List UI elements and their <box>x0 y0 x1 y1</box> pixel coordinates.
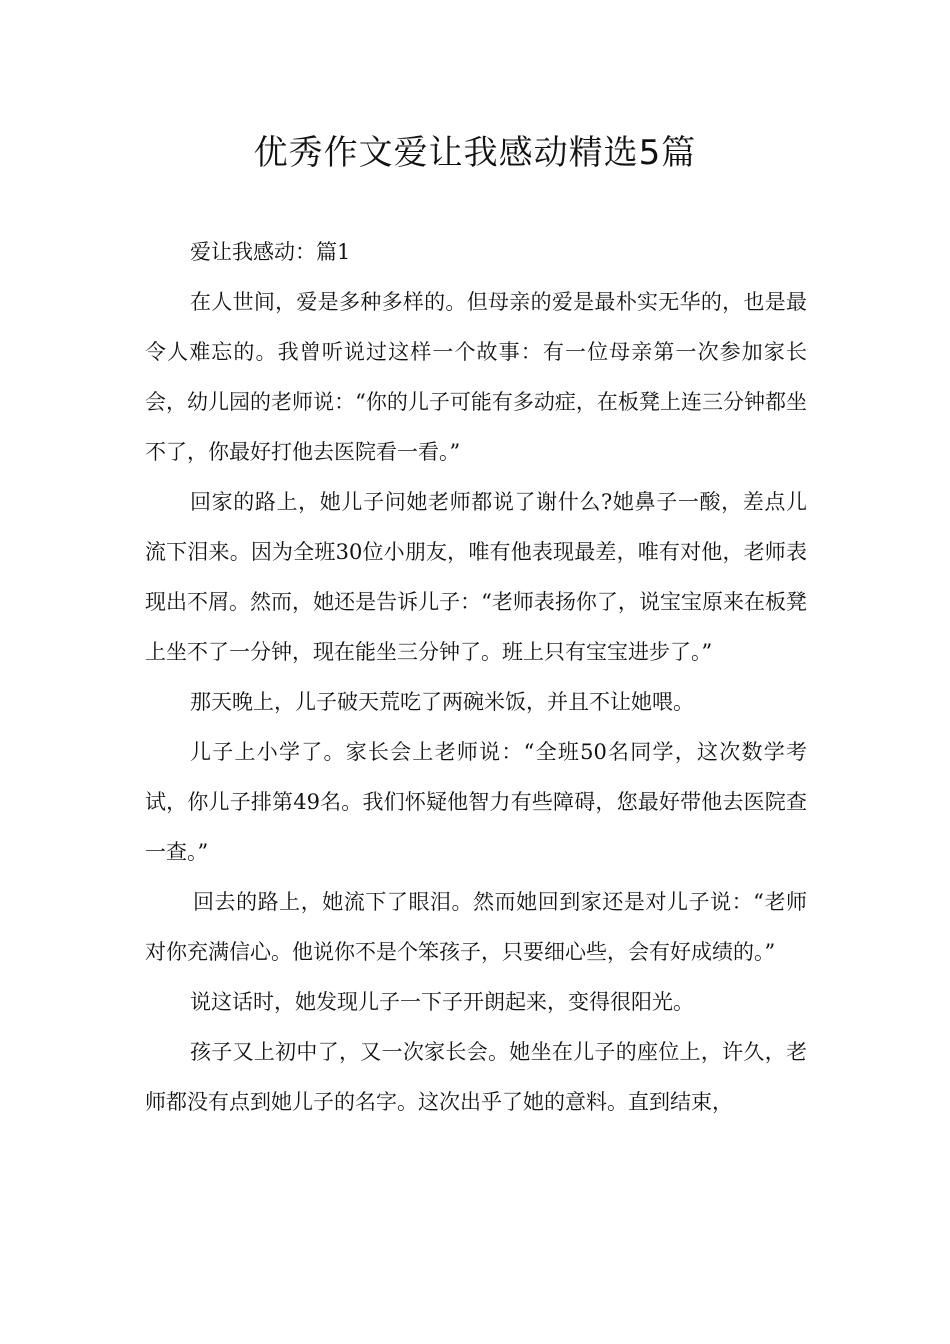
paragraph-4: 儿子上小学了。家长会上老师说：“全班50名同学，这次数学考试，你儿子排第49名。我们怀疑他智力有些障碍，您最好带他去医院查一查。” <box>145 740 807 864</box>
paragraph-5: 回去的路上，她流下了眼泪。然而她回到家还是对儿子说：“老师对你充满信心。他说你不是个笨孩子，只要细心些，会有好成绩的。” <box>145 890 807 964</box>
paragraph-6: 说这话时，她发现儿子一下子开朗起来，变得很阳光。 <box>190 990 694 1014</box>
document-title: 优秀作文爱让我感动精选5篇 <box>253 133 697 173</box>
paragraph-3: 那天晚上，儿子破天荒吃了两碗米饭，并且不让她喂。 <box>190 690 694 714</box>
document-body <box>145 227 807 1127</box>
paragraph-7: 孩子又上初中了，又一次家长会。她坐在儿子的座位上，许久，老师都没有点到她儿子的名字。这次出乎了她的意料。直到结束， <box>145 1040 807 1114</box>
paragraph-2: 回家的路上，她儿子问她老师都说了谢什么?她鼻子一酸，差点儿流下泪来。因为全班30位小朋友，唯有他表现最差，唯有对他，老师表现出不屑。然而，她还是告诉儿子：“老师表扬你了，说宝宝原来在板凳上坐不了一分钟，现在能坐三分钟了。班上只有宝宝进步了。” <box>145 490 807 664</box>
paragraph-1: 在人世间，爱是多种多样的。但母亲的爱是最朴实无华的，也是最令人难忘的。我曾听说过这样一个故事：有一位母亲第一次参加家长会，幼儿园的老师说：“你的儿子可能有多动症，在板凳上连三分钟都坐不了，你最好打他去医院看一看。” <box>145 290 807 464</box>
section-heading: 爱让我感动：篇1 <box>190 240 351 264</box>
